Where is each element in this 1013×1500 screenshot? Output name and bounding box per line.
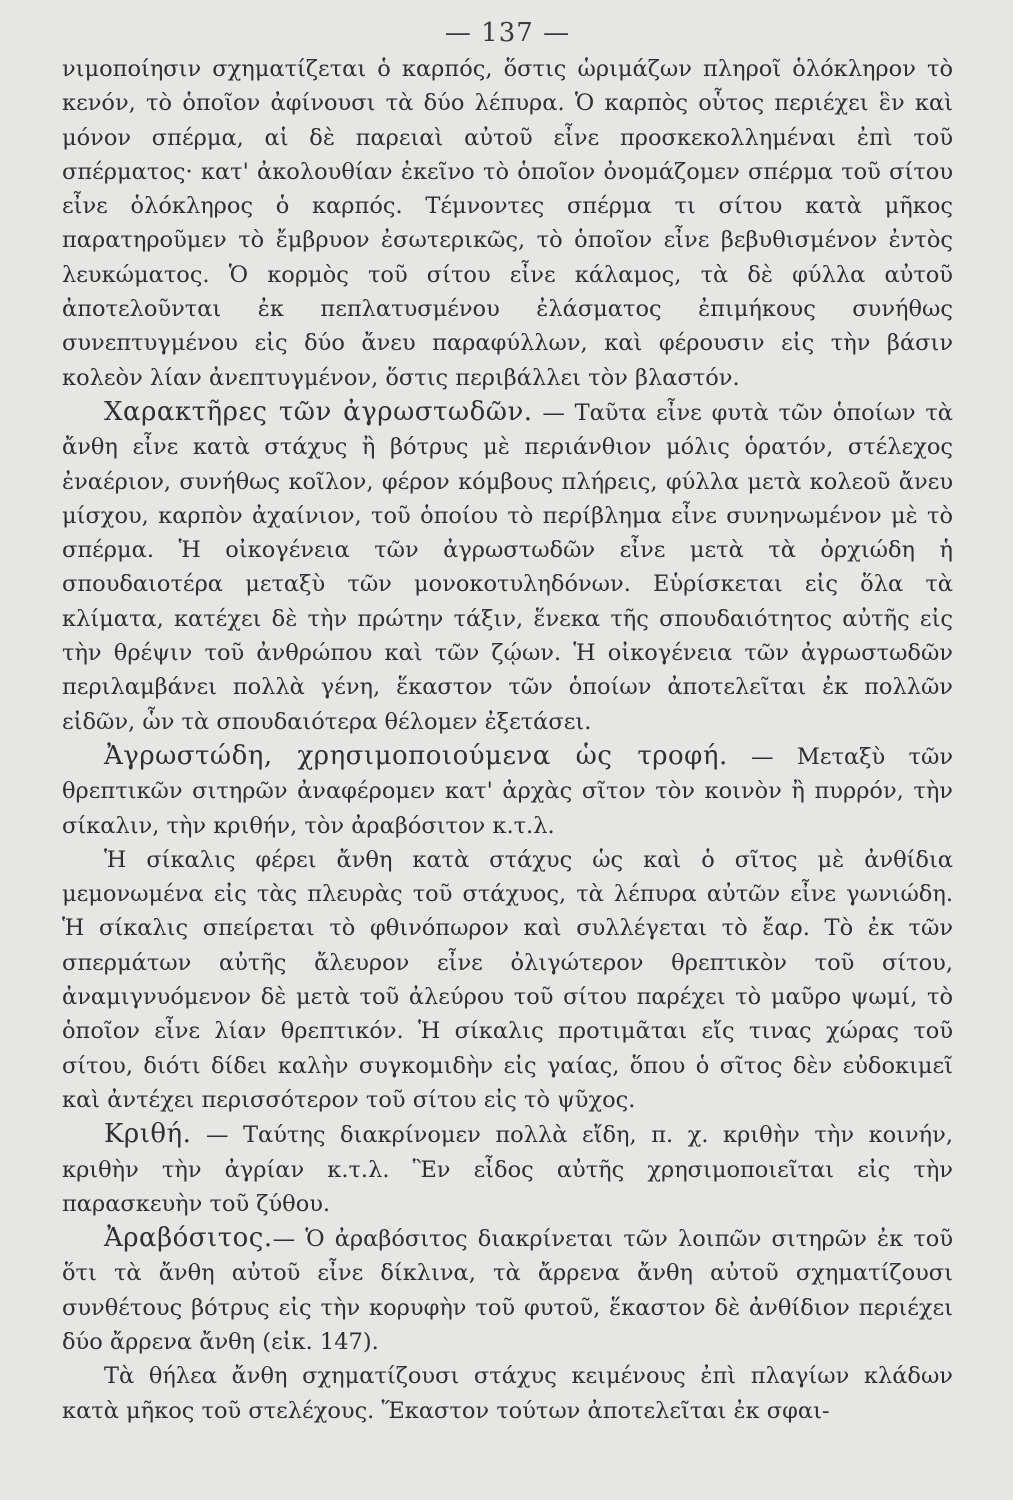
paragraph-5: [62, 1117, 953, 1221]
page-number: — 137 —: [444, 18, 571, 48]
paragraph-5-body: — Ταύτης διακρίνομεν πολλὰ εἴδη, π. χ. κριθὴν τὴν κοινήν, κριθὴν τὴν ἀγρίαν κ.τ.λ. Ἓν εἶδος αὐτῆς χρησιμοποιεῖται εἰς τὴν παρασκευὴν τοῦ ζύθου.: [62, 1122, 953, 1217]
paragraph-5-heading: Κριθή.: [104, 1119, 192, 1150]
paragraph-7-body: Τὰ θήλεα ἄνθη σχηματίζουσι στάχυς κειμένους ἐπὶ πλαγίων κλάδων κατὰ μῆκος τοῦ στελέχους. Ἕκαστον τούτων ἀποτελεῖται ἐκ σφαι-: [62, 1363, 953, 1424]
paragraph-6-heading: Ἀραβόσιτος.: [104, 1223, 273, 1254]
paragraph-3-heading: Ἀγρωστώδη, χρησιμοποιούμενα ὡς τροφή.: [104, 740, 728, 771]
paragraph-2-body: — Ταῦτα εἶνε φυτὰ τῶν ὁποίων τὰ ἄνθη εἶνε κατὰ στάχυς ἢ βότρυς μὲ περιάνθιον μόλις ὁρατόν, στέλεχος ἐναέριον, συνήθως κοῖλον, φέρον κόμβους πλήρεις, φύλλα μετὰ κολεοῦ ἄνευ μίσχου, καρπὸν ἀχαίνιον, τοῦ ὁποίου τὸ περίβλημα εἶνε συνηνωμένον μὲ τὸ σπέρμα. Ἡ οἰκογένεια τῶν ἀγρωστωδῶν εἶνε μετὰ τὰ ὀρχιώδη ἡ σπουδαιοτέρα μεταξὺ τῶν μονοκοτυληδόνων. Εὑρίσκεται εἰς ὅλα τὰ κλίματα, κατέχει δὲ τὴν πρώτην τάξιν, ἕνεκα τῆς σπουδαιότητος αὐτῆς εἰς τὴν θρέψιν τοῦ ἀνθρώπου καὶ τῶν ζῴων. Ἡ οἰκογένεια τῶν ἀγρωστωδῶν περιλαμβάνει πολλὰ γένη, ἕκαστον τῶν ὁποίων ἀποτελεῖται ἐκ πολλῶν εἰδῶν, ὧν τὰ σπουδαιότερα θέλομεν ἐξετάσει.: [62, 399, 953, 735]
paragraph-1: [62, 52, 953, 395]
paragraph-3-body: — Μεταξὺ τῶν θρεπτικῶν σιτηρῶν ἀναφέρομεν κατ' ἀρχὰς σῖτον τὸν κοινὸν ἢ πυρρόν, τὴν σίκαλιν, τὴν κριθήν, τὸν ἀραβόσιτον κ.τ.λ.: [62, 743, 954, 839]
paragraph-4-body: Ἡ σίκαλις φέρει ἄνθη κατὰ στάχυς ὡς καὶ ὁ σῖτος μὲ ἀνθίδια μεμονωμένα εἰς τὰς πλευρὰς τοῦ στάχυος, τὰ λέπυρα αὐτῶν εἶνε γωνιώδη. Ἡ σίκαλις σπείρεται τὸ φθινόπωρον καὶ συλλέγεται τὸ ἔαρ. Τὸ ἐκ τῶν σπερμάτων αὐτῆς ἄλευρον εἶνε ὀλιγώτερον θρεπτικὸν τοῦ σίτου, ἀναμιγνυόμενον δὲ μετὰ τοῦ ἀλεύρου τοῦ σίτου παρέχει τὸ μαῦρο ψωμί, τὸ ὁποῖον εἶνε λίαν θρεπτικόν. Ἡ σίκαλις προτιμᾶται εἴς τινας χώρας τοῦ σίτου, διότι δίδει καλὴν συγκομιδὴν εἰς γαίας, ὅπου ὁ σῖτος δὲν εὐδοκιμεῖ καὶ ἀντέχει περισσότερον τοῦ σίτου εἰς τὸ ψῦχος.: [62, 846, 953, 1113]
paragraph-6-body: — Ὁ ἀραβόσιτος διακρίνεται τῶν λοιπῶν σιτηρῶν ἐκ τοῦ ὅτι τὰ ἄνθη αὐτοῦ εἶνε δίκλινα, τὰ ἄρρενα ἄνθη αὐτοῦ σχηματίζουσι συνθέτους βότρυς εἰς τὴν κορυφὴν τοῦ φυτοῦ, ἕκαστον δὲ ἀνθίδιον περιέχει δύο ἄρρενα ἄνθη (εἰκ. 147).: [62, 1226, 953, 1355]
paragraph-4: [62, 843, 953, 1117]
paragraph-1-body: νιμοποίησιν σχηματίζεται ὁ καρπός, ὅστις ὡριμάζων πληροῖ ὁλόκληρον τὸ κενόν, τὸ ὁποῖον ἀφίνουσι τὰ δύο λέπυρα. Ὁ καρπὸς οὗτος περιέχει ἓν καὶ μόνον σπέρμα, αἱ δὲ παρειαὶ αὐτοῦ εἶνε προσκεκολλημέναι ἐπὶ τοῦ σπέρματος· κατ' ἀκολουθίαν ἐκεῖνο τὸ ὁποῖον ὀνομάζομεν σπέρμα τοῦ σίτου εἶνε ὁλόκληρος ὁ καρπός. Τέμνοντες σπέρμα τι σίτου κατὰ μῆκος παρατηροῦμεν τὸ ἔμβρυον ἐσωτερικῶς, τὸ ὁποῖον εἶνε βεβυθισμένον ἐντὸς λευκώματος. Ὁ κορμὸς τοῦ σίτου εἶνε κάλαμος, τὰ δὲ φύλλα αὐτοῦ ἀποτελοῦνται ἐκ πεπλατυσμένου ἐλάσματος ἐπιμήκους συνήθως συνεπτυγμένου εἰς δύο ἄνευ παραφύλλων, καὶ φέρουσιν εἰς τὴν βάσιν κολεὸν λίαν ἀνεπτυγμένον, ὅστις περιβάλλει τὸν βλαστόν.: [62, 56, 953, 391]
body-text: [62, 52, 953, 1428]
paragraph-7: [62, 1359, 953, 1428]
paragraph-2-heading: Χαρακτῆρες τῶν ἀγρωστωδῶν.: [104, 396, 533, 427]
paragraph-2: [62, 395, 953, 739]
paragraph-6: [62, 1221, 953, 1359]
paragraph-3: [62, 739, 953, 843]
